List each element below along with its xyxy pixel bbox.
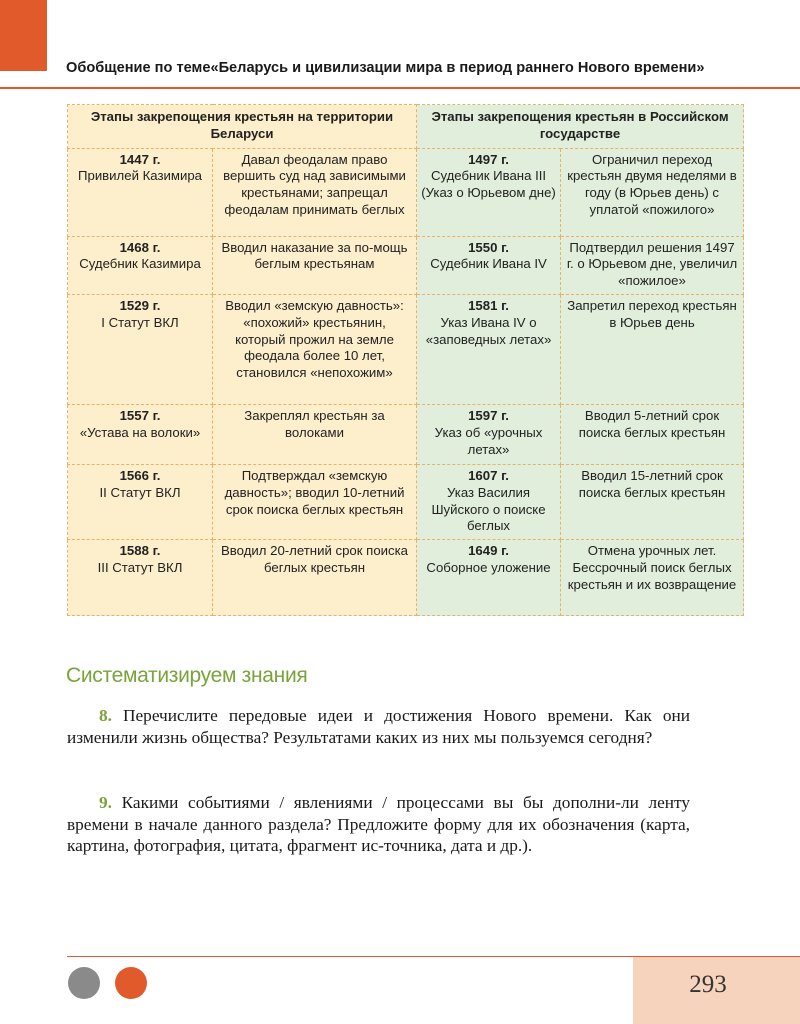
russia-effect-cell: [561, 464, 744, 539]
belarus-law-cell: [68, 148, 213, 236]
header-belarus: Этапы закрепощения крестьян на территории Беларуси: [68, 105, 417, 149]
table-row: [68, 148, 744, 236]
russia-effect-cell: [561, 236, 744, 294]
belarus-document: I Статут ВКЛ: [101, 314, 179, 330]
russia-year: 1607 г.: [468, 467, 509, 483]
belarus-effect: Давал феодалам право вершить суд над зависимыми крестьянами; запрещал феодалам принимать беглых: [223, 151, 406, 217]
russia-document: Судебник Ивана IV: [430, 256, 547, 272]
belarus-document: Судебник Казимира: [79, 256, 201, 272]
russia-year: 1550 г.: [468, 239, 509, 255]
russia-effect-cell: [561, 404, 744, 464]
orange-circle-decoration: [115, 967, 147, 999]
belarus-effect: Вводил «земскую давность»: «похожий» крестьянин, который прожил на земле феодала более 10 лет, становился «непохожим»: [225, 297, 404, 381]
belarus-law-cell: [68, 540, 213, 616]
serfdom-stages-table: [67, 104, 744, 616]
question-9: [67, 792, 690, 857]
belarus-law-cell: [68, 294, 213, 404]
belarus-document: III Статут ВКЛ: [97, 559, 183, 575]
russia-document: Указ Ивана IV о «заповедных летах»: [425, 314, 552, 347]
russia-law-cell: [417, 540, 561, 616]
page-header-title: Обобщение по теме«Беларусь и цивилизации мира в период раннего Нового времени»: [66, 60, 705, 76]
table-row: [68, 404, 744, 464]
belarus-effect-cell: [213, 404, 417, 464]
question-8-text: Перечислите передовые идеи и достижения Нового времени. Как они изменили жизнь общества? Результатами каких из них мы пользуемся сегодня?: [67, 706, 690, 747]
belarus-document: Привилей Казимира: [78, 168, 202, 184]
question-8: [67, 705, 690, 748]
belarus-effect-cell: [213, 148, 417, 236]
russia-law-cell: [417, 404, 561, 464]
russia-effect: Отмена урочных лет. Бессрочный поиск беглых крестьян и их возвращение: [567, 543, 737, 592]
belarus-effect: Подтверждал «земскую давность»; вводил 10-летний срок поиска беглых крестьян: [224, 467, 405, 517]
belarus-effect-cell: [213, 464, 417, 539]
russia-effect: Ограничил переход крестьян двумя неделями в году (в Юрьев день) с уплатой «пожилого»: [567, 151, 737, 217]
belarus-law-cell: [68, 404, 213, 464]
belarus-effect-cell: [213, 294, 417, 404]
question-9-text: Какими событиями / явлениями / процессами вы бы дополни-ли ленту времени в начале данного раздела? Предложите форму для их обозначения (карта, картина, фотография, цитата, фрагмент ис-точника, дата и др.).: [67, 793, 690, 856]
belarus-effect-cell: [213, 236, 417, 294]
russia-law-cell: [417, 236, 561, 294]
russia-law-cell: [417, 464, 561, 539]
belarus-law-cell: [68, 464, 213, 539]
belarus-effect-cell: [213, 540, 417, 616]
table-row: [68, 540, 744, 616]
belarus-year: 1447 г.: [119, 151, 161, 167]
russia-year: 1597 г.: [468, 407, 509, 423]
russia-year: 1649 г.: [468, 543, 509, 559]
question-8-number: 8.: [99, 706, 112, 725]
corner-decoration: [0, 0, 47, 71]
russia-effect-cell: [561, 540, 744, 616]
belarus-year: 1529 г.: [119, 297, 161, 313]
belarus-year: 1588 г.: [119, 543, 161, 559]
belarus-year: 1557 г.: [119, 407, 161, 423]
table-row: [68, 464, 744, 539]
russia-document: Соборное уложение: [426, 559, 551, 575]
page-number-box: [633, 957, 800, 1024]
table-row: [68, 294, 744, 404]
table-row: [68, 236, 744, 294]
belarus-effect: Закреплял крестьян за волоками: [244, 407, 385, 440]
russia-year: 1497 г.: [468, 151, 509, 167]
belarus-effect: Вводил 20-летний срок поиска беглых крестьян: [221, 543, 409, 575]
russia-effect: Подтвердил решения 1497 г. о Юрьевом дне, увеличил «пожилое»: [566, 239, 738, 289]
russia-document: Судебник Ивана III (Указ о Юрьевом дне): [421, 168, 556, 201]
russia-effect-cell: [561, 148, 744, 236]
belarus-year: 1468 г.: [119, 239, 161, 255]
russia-effect: Вводил 15-летний срок поиска беглых крестьян: [578, 467, 726, 500]
belarus-year: 1566 г.: [119, 467, 161, 483]
russia-effect: Запретил переход крестьян в Юрьев день: [567, 297, 737, 330]
russia-effect: Вводил 5-летний срок поиска беглых крестьян: [578, 407, 726, 440]
grey-circle-decoration: [68, 967, 100, 999]
russia-law-cell: [417, 148, 561, 236]
belarus-document: II Статут ВКЛ: [99, 484, 181, 500]
question-9-number: 9.: [99, 793, 112, 812]
header-divider: [0, 87, 800, 89]
russia-document: Указ об «урочных летах»: [434, 424, 543, 457]
russia-year: 1581 г.: [468, 297, 509, 313]
russia-document: Указ Василия Шуйского о поиске беглых: [431, 484, 546, 534]
russia-law-cell: [417, 294, 561, 404]
page-number: 293: [689, 971, 727, 998]
belarus-law-cell: [68, 236, 213, 294]
header-russia: Этапы закрепощения крестьян в Российском государстве: [417, 105, 744, 149]
belarus-effect: Вводил наказание за по-мощь беглым крестьянам: [221, 239, 408, 272]
russia-effect-cell: [561, 294, 744, 404]
section-heading: Систематизируем знания: [66, 664, 308, 687]
belarus-document: «Устава на волоки»: [79, 424, 201, 440]
